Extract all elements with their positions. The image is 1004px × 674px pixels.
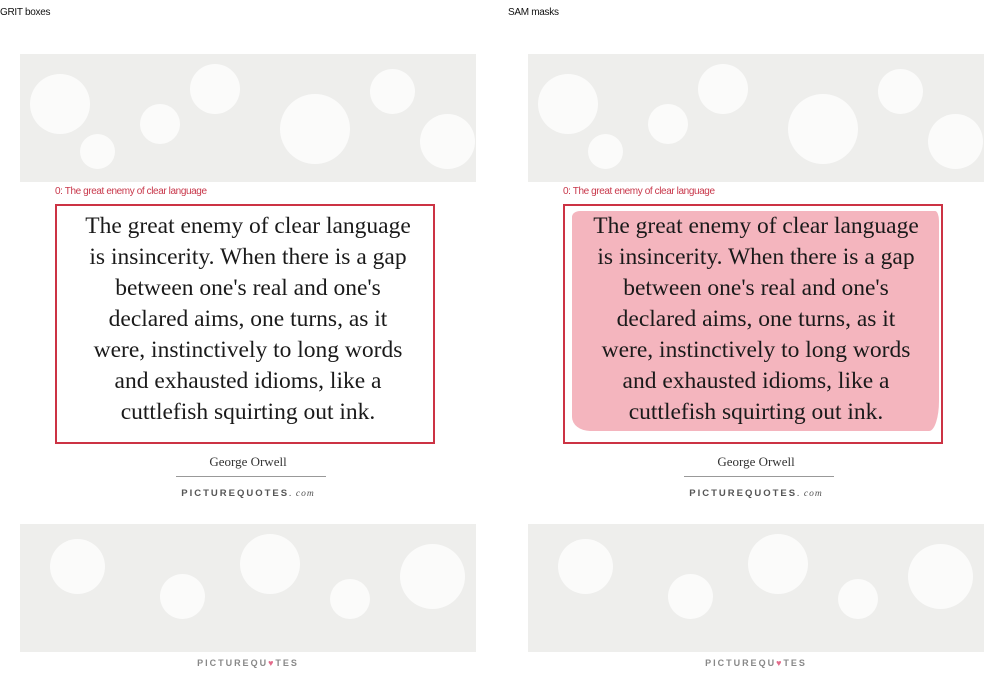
footer-brand-logo: PICTUREQU♥TES	[197, 658, 299, 668]
bounding-box	[55, 204, 435, 444]
panel-title: GRIT boxes	[0, 7, 51, 18]
quote-author: George Orwell	[717, 454, 795, 469]
heart-icon: ♥	[268, 658, 276, 668]
brand-logo: PICTUREQUOTES. com	[181, 488, 315, 499]
sam-masks-panel	[508, 0, 1004, 674]
quote-image	[528, 30, 984, 674]
quote-image	[20, 30, 476, 674]
footer-brand-logo: PICTUREQU♥TES	[705, 658, 807, 668]
quote-text: The great enemy of clear language is insincerity. When there is a gap between one's real and one's declared aims, one turns, as it were, instinctively to long words and exhausted idioms, like a cuttlefish squirting out ink.	[85, 213, 411, 425]
bokeh-background-top	[20, 54, 476, 182]
quote-text: The great enemy of clear language is insincerity. When there is a gap between one's real and one's declared aims, one turns, as it were, instinctively to long words and exhausted idioms, like a cuttlefish squirting out ink.	[593, 213, 919, 425]
heart-icon: ♥	[776, 658, 784, 668]
bokeh-background-top	[528, 54, 984, 182]
brand-logo: PICTUREQUOTES. com	[689, 488, 823, 499]
bokeh-background-bottom	[528, 524, 984, 652]
grit-boxes-panel	[0, 0, 500, 674]
divider	[684, 476, 834, 477]
bokeh-background-bottom	[20, 524, 476, 652]
box-label: 0: The great enemy of clear language	[563, 186, 715, 197]
box-label: 0: The great enemy of clear language	[55, 186, 207, 197]
quote-author: George Orwell	[209, 454, 287, 469]
panel-title: SAM masks	[508, 7, 559, 18]
divider	[176, 476, 326, 477]
bounding-box	[563, 204, 943, 444]
